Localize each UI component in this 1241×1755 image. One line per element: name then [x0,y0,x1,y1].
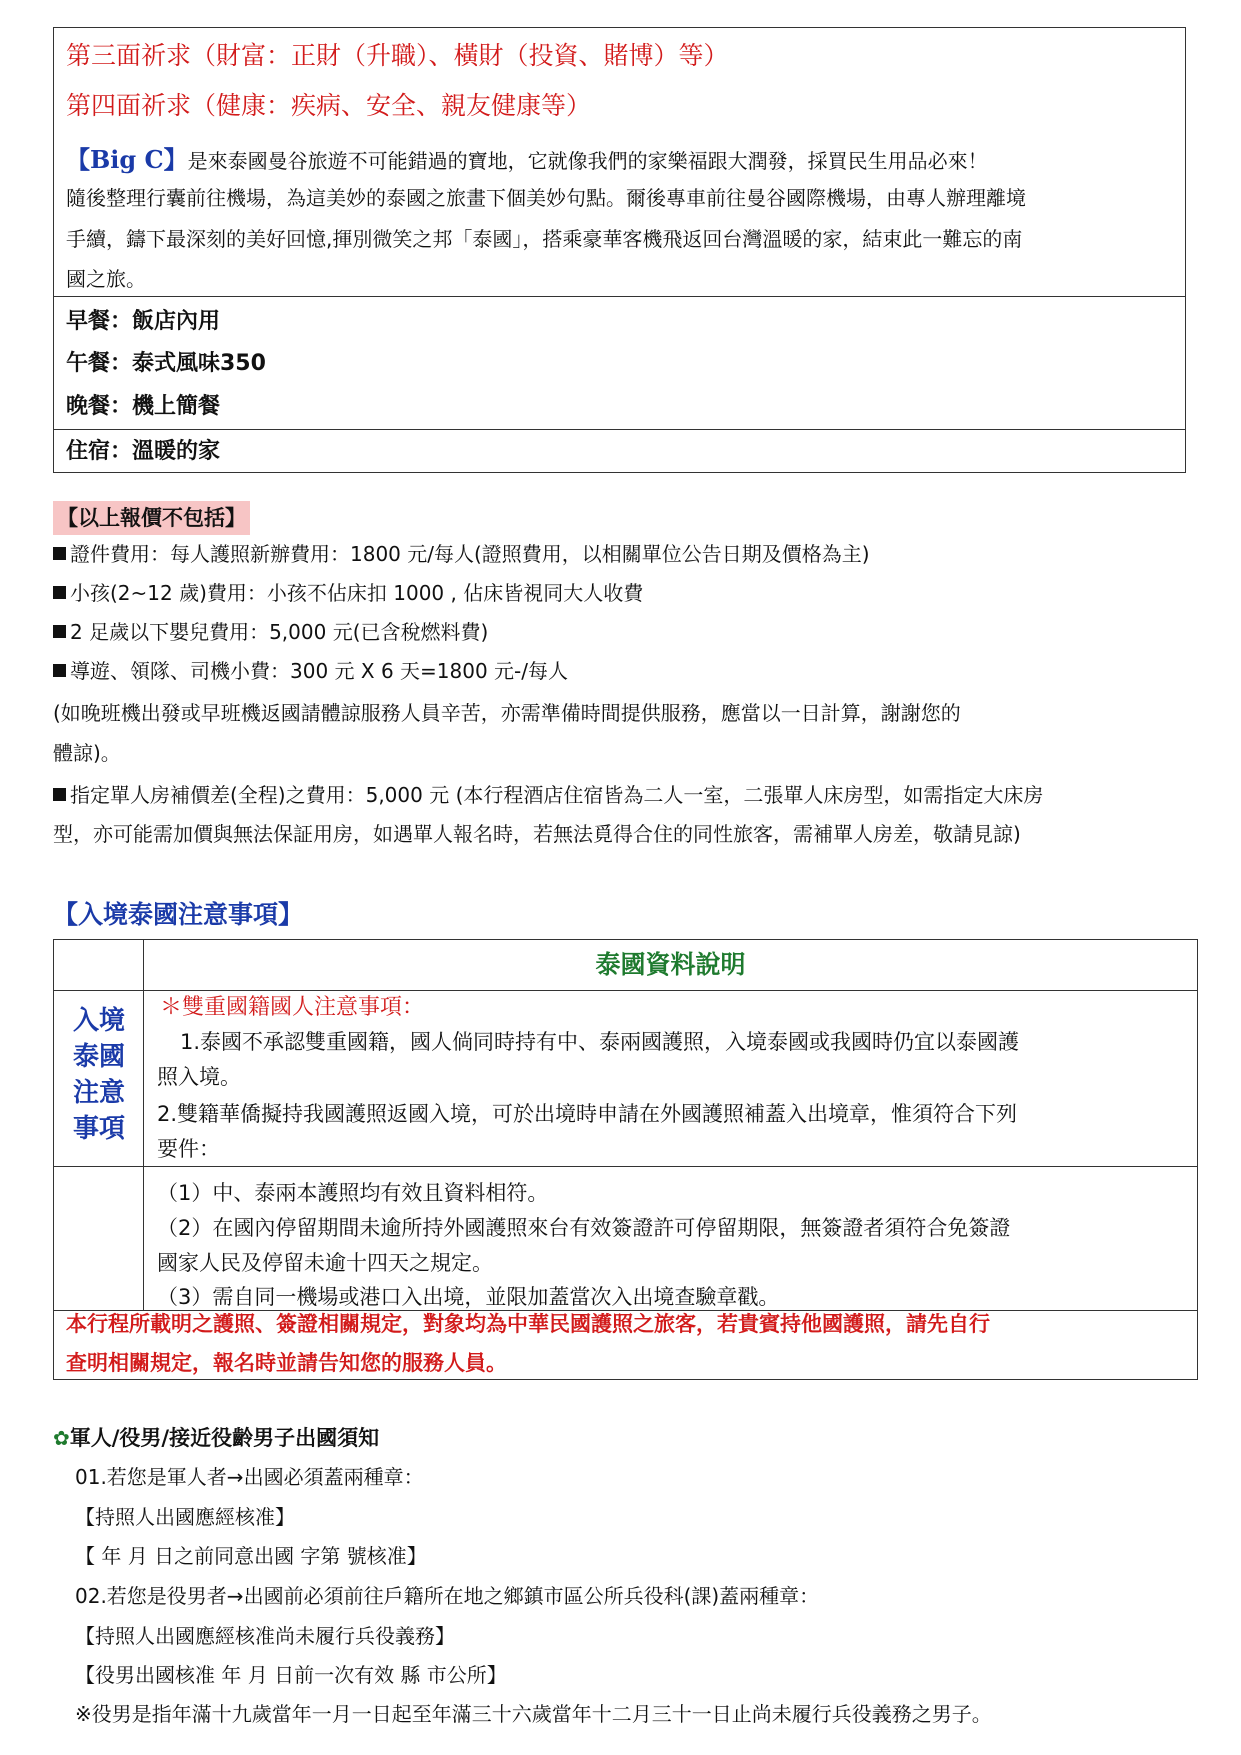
table-col-divider [143,939,144,1310]
bullet-square-icon [53,547,66,560]
thailand-section-title: 【入境泰國注意事項】 [53,900,304,929]
exclusions-title: 【以上報價不包括】 [53,501,250,535]
military-line-02: 02.若您是役男者→出國前必須前往戶籍所在地之鄉鎮市區公所兵役科(課)蓋兩種章： [75,1584,820,1608]
bullet-square-icon [53,586,66,599]
conscript-stamp-2: 【役男出國核准 年 月 日前一次有效 縣 市公所】 [75,1663,507,1687]
lunch-label: 午餐：泰式風味350 [66,351,266,376]
table-header: 泰國資料說明 [595,950,746,979]
conscript-definition: ※役男是指年滿十九歲當年一月一日起至年滿三十六歲當年十二月三十一日止尚未履行兵役義務之男子。 [75,1702,992,1726]
military-title-text: 軍人/役男/接近役齡男子出國須知 [69,1426,380,1450]
condition-3: （3）需自同一機場或港口入出境，並限加蓋當次入出境查驗章戳。 [157,1285,780,1309]
condition-2-line2: 國家人民及停留未逾十四天之規定。 [157,1251,493,1275]
exclusion-item-passport [53,537,870,571]
side-label-line: 入境 [72,1006,125,1036]
passport-warning-line2: 查明相關規定，報名時並請告知您的服務人員。 [66,1351,507,1375]
tips-note-line2: 體諒)。 [53,741,121,765]
side-label [55,1003,143,1147]
dual-nationality-1-line1: 1.泰國不承認雙重國籍，國人倘同時持有中、泰兩國護照，入境泰國或我國時仍宜以泰國護 [180,1030,1020,1054]
dual-nationality-title: ＊雙重國籍國人注意事項： [160,995,425,1020]
side-label-line: 注意 [72,1078,125,1108]
bullet-square-icon [53,788,66,801]
dual-nationality-1-line2: 照入境。 [157,1065,241,1089]
tips-note-line1: (如晚班機出發或早班機返國請體諒服務人員辛苦，亦需準備時間提供服務，應當以一日計算，謝謝您的 [53,701,961,725]
departure-paragraph-line3: 國之旅。 [66,267,146,291]
prayer-4-text: 第四面祈求（健康：疾病、安全、親友健康等） [66,91,592,120]
military-stamp-1: 【持照人出國應經核准】 [75,1505,295,1529]
exclusion-item-infant [53,615,488,649]
dinner-label: 晚餐：機上簡餐 [66,394,221,419]
dual-nationality-2-line1: 2.雙籍華僑擬持我國護照返國入境，可於出境時申請在外國護照補蓋入出境章，惟須符合下列 [157,1102,1018,1126]
bigc-text: 是來泰國曼谷旅遊不可能錯過的寶地，它就像我們的家樂福跟大潤發，採買民生用品必來！ [187,149,988,173]
dual-nationality-2-line2: 要件： [157,1137,220,1161]
side-label-line: 事項 [72,1114,125,1144]
breakfast-label: 早餐：飯店內用 [66,309,221,334]
military-line-01: 01.若您是軍人者→出國必須蓋兩種章： [75,1465,424,1489]
exclusion-item-text: 2 足歲以下嬰兒費用：5,000 元(已含稅燃料費) [70,620,489,644]
conscript-stamp-1: 【持照人出國應經核准尚未履行兵役義務】 [75,1624,455,1648]
military-title [53,1421,379,1455]
exclusion-item-text: 導遊、領隊、司機小費：300 元 X 6 天=1800 元-/每人 [70,659,568,683]
table-row-divider [53,1166,1198,1167]
passport-warning-line1: 本行程所載明之護照、簽證相關規定，對象均為中華民國護照之旅客，若貴賓持他國護照，請先自行 [66,1312,990,1336]
bullet-square-icon [53,664,66,677]
single-room-line2: 型，亦可能需加價與無法保証用房，如遇單人報名時，若無法覓得合住的同性旅客，需補單人房差，敬請見諒) [53,822,1021,846]
bigc-line [66,143,988,178]
prayer-3-text: 第三面祈求（財富：正財（升職）、橫財（投資、賭博）等） [66,41,729,70]
bigc-brand: 【Big C】 [66,145,188,174]
day-box-divider-1 [53,296,1186,297]
flower-icon: ✿ [53,1426,70,1450]
exclusion-item-text: 證件費用：每人護照新辦費用：1800 元/每人(證照費用，以相關單位公告日期及價格為主) [70,542,870,566]
lodging-label: 住宿：溫暖的家 [66,439,221,464]
exclusion-item-text: 指定單人房補價差(全程)之費用：5,000 元 (本行程酒店住宿皆為二人一室，二張單人床房型，如需指定大床房 [70,783,1044,807]
departure-paragraph-line2: 手續，鑄下最深刻的美好回憶,揮別微笑之邦「泰國」，搭乘豪華客機飛返回台灣溫暖的家，結束此一難忘的南 [66,227,1023,251]
side-label-line: 泰國 [72,1042,125,1072]
departure-paragraph-line1: 隨後整理行囊前往機場，為這美妙的泰國之旅畫下個美妙句點。爾後專車前往曼谷國際機場，由專人辦理離境 [66,186,1026,210]
exclusion-item-text: 小孩(2~12 歲)費用：小孩不佔床扣 1000 , 佔床皆視同大人收費 [70,581,644,605]
exclusion-item-tips [53,654,568,688]
military-stamp-2: 【 年 月 日之前同意出國 字第 號核准】 [75,1544,427,1568]
day-box-divider-2 [53,429,1186,430]
exclusion-item-child [53,576,643,610]
bullet-square-icon [53,625,66,638]
condition-1: （1）中、泰兩本護照均有效且資料相符。 [157,1181,549,1205]
exclusion-item-single-room [53,778,1043,812]
condition-2-line1: （2）在國內停留期間未逾所持外國護照來台有效簽證許可停留期限，無簽證者須符合免簽證 [157,1216,1011,1240]
